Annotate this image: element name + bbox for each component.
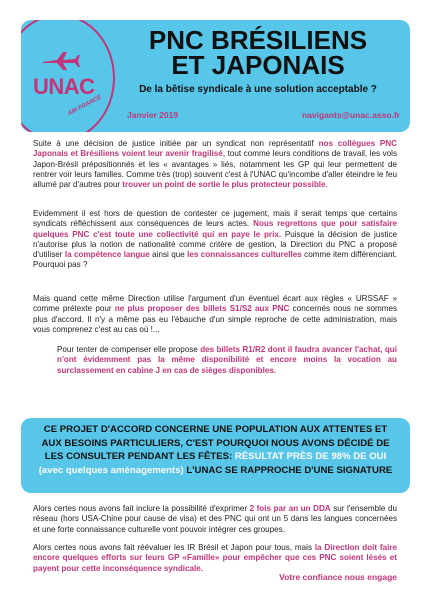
text: sur l'ensemble du réseau (hors USA-Chine pour cause de visa) et des PNC qui ont un 5 dans les langues concernées et une forte connaissance culturelle vont pouvoir intégrer ces groupes. [33,504,397,534]
highlight: trouver un point de sortie le plus protecteur possible [122,180,326,190]
publication-date: Janvier 2019 [127,110,179,120]
callout-text [35,423,396,477]
text: comme item différenciant. Pourquoi pas ? [33,250,398,270]
highlight: ne plus proposer des billets S1/S2 aux PNC [114,304,290,314]
header-banner [21,20,410,132]
highlight: la compétence langue [64,250,150,260]
highlight: nos collègues PNC Japonais et Brésiliens voient leur avenir fragilisé [33,139,397,159]
text: Suite à une décision de justice initiée par un syndicat non représentatif [33,139,319,148]
paragraph-2 [33,209,397,271]
text: Alors certes nous avons fait réévaluer les IR Brésil et Japon pour tous, mais [33,543,315,552]
highlight: la Direction doit faire encore quelques efforts sur leurs GP «Famille» pour empêcher que ces PNC soient lésés et payent pour cette inconséquence syndicale. [33,543,397,573]
text: concernés nous ne sommes plus d'accord. Il n'y a même pas eu l'ébauche d'un simple reproche de cette administration, mais vous comprenez c'est au cas où !... [33,304,397,334]
text: . [325,180,328,190]
contact-email[interactable]: navigants@unac.asso.fr [301,110,400,120]
highlight: Nous regrettons que pour satisfaire quelques PNC c'est toute une collectivité qui en paye le prix. [33,219,397,239]
paragraph-5 [33,504,397,535]
title-line-1: PNC BRÉSILIENS [148,25,368,55]
paragraph-6 [33,543,397,574]
paragraph-3 [33,294,397,335]
highlight: les connaissances culturelles [187,250,302,260]
text: Mais quand cette même Direction utilise l'argument d'un éventuel écart aux règles « URSSAF » comme prétexte pour [33,294,397,314]
title-line-2: ET JAPONAIS [171,50,345,80]
text: Puisque la décision de justice n'autorise plus la notion de nationalité comme critère de gestion, la Direction du PNC a proposé d'utiliser [33,229,397,260]
page-title [113,25,403,80]
closing-slogan: Votre confiance nous engage [279,572,397,582]
paragraph-4 [57,345,397,376]
text: Evidemment il est hors de question de contester ce jugement, mais il serait temps que certains syndicats réfléchissent aux conséquences de leurs actes. [33,209,397,229]
highlight: des billets R1/R2 dont il faudra avancer l'achat, qui n'ont évidemment pas la même disponibilité et encore moins la vocation au surclassement en cabine J en cas de sièges disponibles. [57,345,397,375]
highlight: 2 fois par an un DDA [249,504,331,513]
text: L'UNAC SE RAPPROCHE D'UNE SIGNATURE [183,464,393,476]
airplane-icon [41,50,81,72]
paragraph-1 [33,139,397,190]
text: , tout comme leurs conditions de travail, les vols Japon-Brésil prépositionnés et les « avantages » liés, notamment les GP qui leur permettent de rentrer voir leurs familles. Comme très (trop) souvent c'est à l'UNAC qu'incombe d'aller éteindre le feu allumé par d'autres pour [33,149,398,190]
page-subtitle: De la bêtise syndicale à une solution acceptable ? [139,84,377,95]
text: ainsi que [149,250,188,260]
airfrance-logo-text: AIR FRANCE [67,94,103,118]
unac-logo: UNAC [33,74,95,99]
text: CE PROJET D'ACCORD CONCERNE UNE POPULATION AUX ATTENTES ET AUX BESOINS PARTICULIERS, C'EST POURQUOI NOUS AVONS DÉCIDÉ DE LES CONSULTER PENDANT LES FÊTES: [41,424,390,463]
text: Pour tenter de compenser elle propose [57,345,201,354]
callout-box [21,418,410,493]
text: Alors certes nous avons fait inclure la possibilité d'exprimer [33,504,250,513]
result-highlight: RÉSULTAT PRÈS DE 98% DE OUI (avec quelques aménagements) [38,451,387,476]
